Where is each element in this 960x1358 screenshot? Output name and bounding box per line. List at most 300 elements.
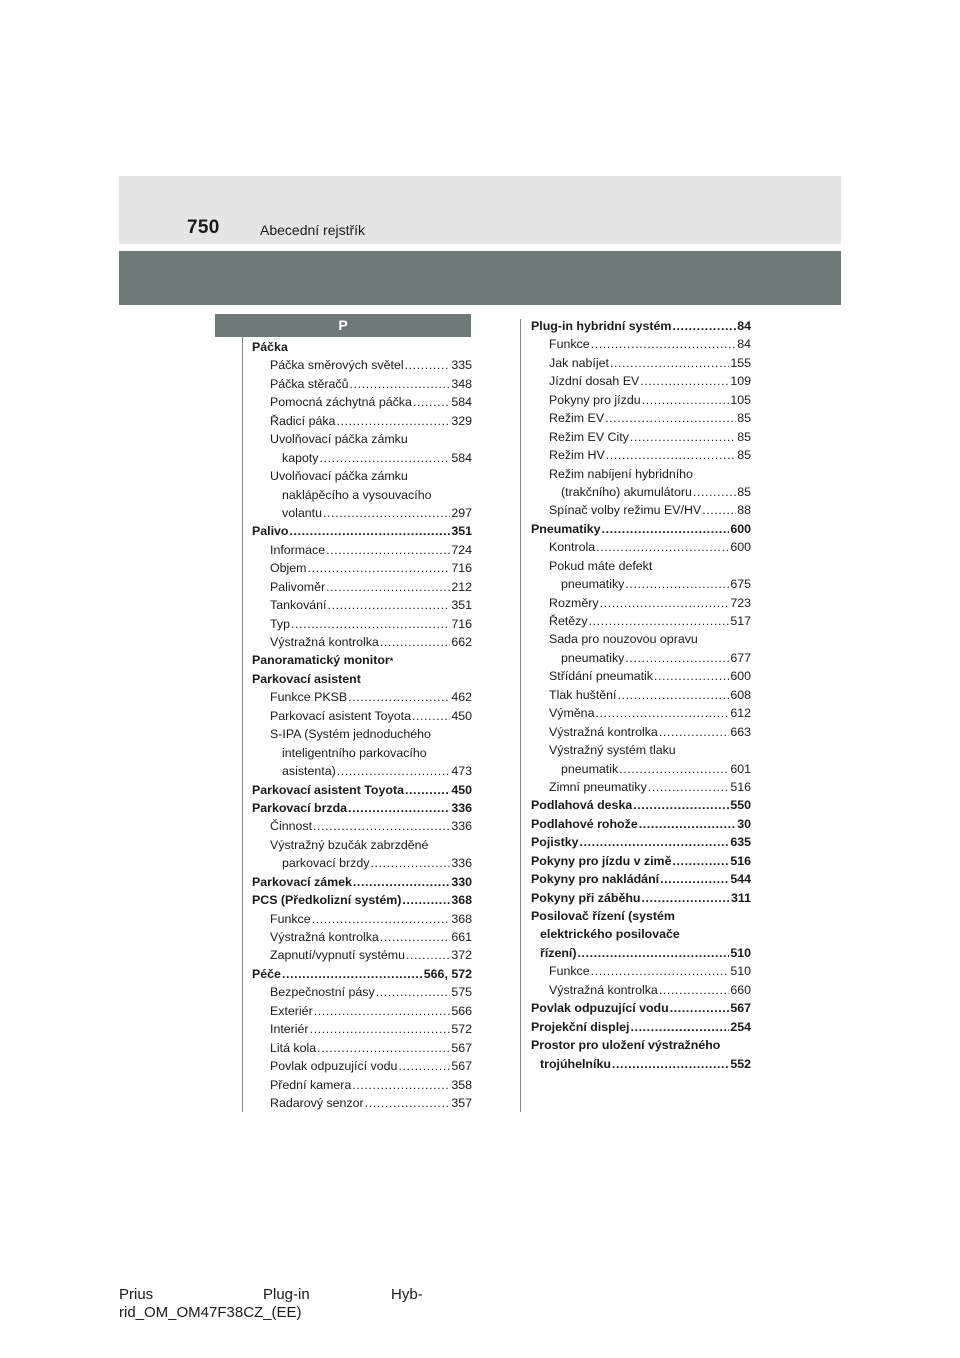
dot-leader [630, 430, 736, 444]
entry-page: 584 [451, 395, 472, 410]
entry-term: Funkce PKSB [270, 690, 348, 705]
entry-page: 612 [730, 706, 751, 721]
dot-leader [380, 635, 451, 649]
entry-term: Funkce [270, 911, 311, 926]
entry-term: Režim nabíjení hybridního [549, 466, 693, 481]
page-number: 750 [187, 217, 220, 238]
index-entry [531, 743, 751, 761]
index-entry [252, 1096, 472, 1114]
entry-page: 660 [730, 982, 751, 997]
dot-leader [313, 819, 450, 833]
entry-term: Pokyny při záběhu [531, 890, 641, 905]
index-entry [531, 319, 751, 337]
entry-page: 716 [451, 561, 472, 576]
index-entry [252, 488, 472, 506]
entry-term: Interiér [270, 1022, 309, 1037]
entry-term: naklápěcího a vysouvacího [282, 487, 432, 502]
index-entry: Panoramatický monitor * [252, 653, 394, 668]
index-entry [252, 1004, 472, 1022]
entry-page: 155 [730, 355, 751, 370]
entry-page: 336 [451, 800, 472, 815]
index-entry [531, 632, 751, 650]
dot-leader [336, 414, 450, 428]
entry-term: Pokyny pro jízdu [549, 392, 641, 407]
entry-term: Informace [270, 542, 326, 557]
dot-leader [327, 598, 450, 612]
dot-leader [670, 1001, 730, 1015]
index-entry [531, 725, 751, 743]
index-entry [252, 377, 472, 395]
entry-page: 329 [451, 413, 472, 428]
index-entry [531, 577, 751, 595]
dot-leader [380, 930, 451, 944]
dot-leader [625, 651, 729, 665]
entry-page: 88 [737, 503, 751, 518]
dot-leader [326, 543, 450, 557]
index-column-left [252, 340, 472, 1114]
entry-term: Projekční displej [531, 1019, 630, 1034]
index-entry [252, 469, 472, 487]
entry-term: Objem [270, 561, 307, 576]
index-entry [252, 801, 472, 819]
index-entry [531, 596, 751, 614]
entry-page: 212 [451, 579, 472, 594]
entry-page: 351 [451, 524, 472, 539]
entry-page: 567 [451, 1059, 472, 1074]
entry-page: 357 [451, 1095, 472, 1110]
entry-term: Jak nabíjet [549, 355, 609, 370]
index-entry [252, 819, 472, 837]
index-entry [252, 709, 472, 727]
entry-page: 297 [451, 505, 472, 520]
entry-page: 662 [451, 635, 472, 649]
entry-page: 608 [730, 687, 751, 702]
entry-term: pneumatiky [561, 577, 625, 592]
index-entry [252, 856, 472, 874]
dot-leader [308, 561, 451, 575]
entry-term: Pomocná záchytná páčka [270, 395, 412, 410]
entry-term: Funkce [549, 964, 590, 979]
entry-page: 567 [451, 1040, 472, 1055]
entry-term: Řadicí páka [270, 413, 336, 428]
index-entry [531, 522, 751, 540]
index-column-right [531, 319, 751, 1075]
dot-leader [610, 356, 729, 370]
entry-term: Spínač volby režimu EV/HV [549, 503, 702, 518]
entry-page: 368 [451, 893, 472, 908]
entry-term: Přední kamera [270, 1077, 352, 1092]
dot-leader [625, 577, 729, 591]
entry-page: 510 [730, 964, 751, 979]
dot-leader [660, 872, 729, 886]
index-entry [252, 524, 472, 542]
entry-page: 575 [451, 985, 472, 1000]
index-entry [531, 762, 751, 780]
entry-term: Střídání pneumatik [549, 669, 654, 684]
dot-leader [412, 709, 450, 723]
index-entry [531, 1057, 751, 1075]
dot-leader [605, 411, 736, 425]
dot-leader [402, 893, 450, 907]
entry-term: parkovací brzdy [282, 856, 370, 871]
dot-leader [348, 801, 450, 815]
index-entry [252, 1041, 472, 1059]
entry-term: Parkovací asistent Toyota [270, 708, 411, 723]
entry-page: 85 [737, 448, 751, 463]
entry-term: Výstražný bzučák zabrzděné [270, 837, 429, 852]
dot-leader [591, 337, 737, 351]
dot-leader [642, 393, 730, 407]
dot-leader [596, 540, 729, 554]
entry-term: Pokud máte defekt [549, 558, 653, 573]
entry-term: Páčka [252, 340, 288, 354]
entry-term: Pneumatiky [531, 521, 601, 536]
dot-leader [618, 688, 730, 702]
dot-leader [413, 395, 450, 409]
entry-term: Pokyny pro jízdu v zimě [531, 853, 672, 868]
entry-term: Bezpečnostní pásy [270, 985, 375, 1000]
entry-term: Výstražná kontrolka [270, 635, 379, 649]
index-entry [531, 909, 751, 927]
dot-leader [612, 1057, 729, 1071]
index-entry [531, 393, 751, 411]
entry-term: Funkce [549, 337, 590, 352]
index-entry [531, 780, 751, 798]
entry-page: 724 [451, 542, 472, 557]
entry-page: 336 [451, 819, 472, 834]
header-dark-band [119, 251, 841, 305]
dot-leader [365, 1096, 451, 1110]
dot-leader [353, 875, 450, 889]
index-entry [531, 337, 751, 355]
index-entry [531, 503, 751, 521]
dot-leader [290, 524, 451, 538]
entry-term: Rozměry [549, 595, 599, 610]
entry-term: volantu [282, 505, 322, 520]
dot-leader [312, 912, 451, 926]
entry-page: 635 [730, 835, 751, 850]
index-entry [531, 651, 751, 669]
index-entry [252, 561, 472, 579]
index-entry [531, 927, 751, 945]
entry-term: Uvolňovací páčka zámku [270, 432, 408, 447]
entry-term: Režim HV [549, 448, 605, 463]
entry-page: 351 [451, 598, 472, 613]
index-entry [531, 1038, 751, 1056]
footer-code: rid_OM_OM47F38CZ_(EE) [119, 1304, 302, 1321]
dot-leader [641, 891, 730, 905]
entry-term: Radarový senzor [270, 1095, 364, 1110]
dot-leader [370, 856, 450, 870]
entry-term: Parkovací asistent Toyota [252, 782, 404, 797]
entry-term: Režim EV City [549, 429, 629, 444]
entry-page: 254 [730, 1019, 751, 1034]
entry-term: Palivoměr [270, 579, 326, 594]
index-entry [252, 727, 472, 745]
entry-term: Výstražná kontrolka [549, 982, 658, 997]
entry-term: asistenta) [282, 764, 336, 779]
entry-term: Pokyny pro nakládání [531, 872, 660, 887]
entry-page: 462 [451, 690, 472, 705]
entry-term: Sada pro nouzovou opravu [549, 632, 698, 647]
index-entry [252, 875, 472, 893]
index-entry [531, 411, 751, 429]
index-entry [252, 580, 472, 598]
entry-term: Povlak odpuzující vodu [531, 1001, 669, 1016]
dot-leader [405, 358, 451, 372]
index-entry [252, 690, 472, 708]
left-column-rule [242, 337, 243, 1112]
footer-hyb: Hyb- [391, 1286, 423, 1303]
entry-term: Výstražná kontrolka [549, 724, 658, 739]
index-entry [252, 948, 472, 966]
dot-leader [672, 854, 729, 868]
entry-term: Typ [270, 616, 290, 631]
index-entry [252, 893, 472, 911]
entry-page: 516 [730, 853, 751, 868]
dot-leader [352, 1078, 450, 1092]
entry-term: (trakčního) akumulátoru [561, 484, 692, 499]
index-entry [531, 891, 751, 909]
dot-leader [595, 706, 729, 720]
entry-term: elektrického posilovače [540, 927, 680, 942]
dot-leader [398, 1059, 450, 1073]
index-entry [252, 783, 472, 801]
entry-page: 358 [451, 1077, 472, 1092]
entry-term: Parkovací zámek [252, 874, 352, 889]
entry-term: Prostor pro uložení výstražného [531, 1038, 721, 1053]
entry-page: 84 [737, 337, 751, 352]
dot-leader [672, 319, 736, 333]
index-entry [531, 467, 751, 485]
dot-leader [591, 964, 730, 978]
index-entry [252, 395, 472, 413]
entry-term: Řetězy [549, 614, 588, 628]
index-entry [531, 540, 751, 558]
dot-leader [602, 522, 730, 536]
index-entry [252, 746, 472, 764]
dot-leader [320, 451, 451, 465]
index-entry [531, 356, 751, 374]
dot-leader [326, 580, 450, 594]
index-entry [531, 835, 751, 853]
entry-page: 550 [730, 798, 751, 813]
entry-page: 85 [737, 429, 751, 444]
dot-leader [348, 690, 450, 704]
dot-leader [578, 946, 730, 960]
entry-term: Pojistky [531, 835, 579, 850]
dot-leader [580, 835, 730, 849]
dot-leader [406, 948, 450, 962]
entry-term: Povlak odpuzující vodu [270, 1059, 398, 1074]
dot-leader [600, 596, 730, 610]
dot-leader [337, 764, 451, 778]
section-title: Abecední rejstřík [260, 222, 366, 238]
index-entry [531, 706, 751, 724]
entry-term: Páčka stěračů [270, 376, 349, 391]
index-entry [252, 598, 472, 616]
index-entry [531, 964, 751, 982]
dot-leader [640, 374, 729, 388]
dot-leader [589, 614, 730, 628]
entry-page: 368 [451, 911, 472, 926]
entry-term: Litá kola [270, 1040, 317, 1055]
index-entry [252, 967, 472, 985]
entry-page: 85 [737, 411, 751, 426]
entry-term: Tankování [270, 598, 327, 613]
entry-page: 661 [451, 930, 472, 944]
index-entry [252, 838, 472, 856]
index-entry [252, 451, 472, 469]
index-entry [531, 430, 751, 448]
dot-leader [350, 377, 451, 391]
dot-leader [619, 762, 729, 776]
index-entry [252, 414, 472, 432]
dot-leader [376, 985, 451, 999]
entry-term: Páčka směrových světel [270, 358, 404, 373]
entry-term: trojúhelníku [540, 1056, 611, 1071]
index-entry [531, 817, 751, 835]
index-entry [252, 340, 472, 358]
entry-term: Podlahové rohože [531, 816, 638, 831]
entry-term: Zapnutí/vypnutí systému [270, 948, 405, 963]
entry-page: 584 [451, 450, 472, 465]
entry-page: 600 [730, 669, 751, 684]
index-entry [252, 1059, 472, 1077]
entry-page: 675 [730, 577, 751, 592]
index-entry [252, 985, 472, 1003]
dot-leader [630, 1020, 729, 1034]
entry-page: 600 [730, 521, 751, 536]
index-entry [252, 635, 472, 653]
index-entry [252, 912, 472, 930]
index-entry [252, 1022, 472, 1040]
entry-term: Exteriér [270, 1003, 313, 1018]
entry-page: 601 [730, 761, 751, 776]
dot-leader [654, 669, 729, 683]
entry-page: 84 [737, 319, 751, 333]
entry-term: Péče [252, 966, 281, 981]
footer-model: Prius [119, 1286, 154, 1303]
entry-page: 510 [730, 945, 751, 960]
dot-leader [314, 1004, 451, 1018]
index-entry [252, 672, 472, 690]
entry-page: 572 [451, 1022, 472, 1037]
dot-leader [659, 725, 730, 739]
dot-leader [633, 798, 729, 812]
entry-page: 348 [451, 376, 472, 391]
entry-term: Zimní pneumatiky [549, 779, 647, 794]
index-entry [531, 1001, 751, 1019]
entry-term: Činnost [270, 819, 313, 834]
entry-page: 30 [737, 816, 751, 831]
entry-page: 105 [730, 392, 751, 407]
entry-page: 663 [730, 724, 751, 739]
entry-page: 716 [451, 616, 472, 631]
index-entry [252, 930, 472, 948]
index-entry [252, 617, 472, 635]
entry-term: pneumatik [561, 761, 619, 776]
entry-page: 566 [451, 1003, 472, 1018]
index-entry [531, 448, 751, 466]
index-entry [252, 543, 472, 561]
entry-term: Panoramatický monitor [252, 653, 390, 668]
entry-term: Parkovací brzda [252, 800, 348, 815]
entry-page: 517 [730, 614, 751, 628]
entry-page: 335 [451, 358, 472, 373]
dot-leader [323, 506, 450, 520]
entry-term: pneumatiky [561, 650, 625, 665]
entry-term: Plug-in hybridní systém [531, 319, 672, 333]
index-entry [252, 506, 472, 524]
index-entry [531, 872, 751, 890]
dot-leader [405, 783, 450, 797]
entry-term: Režim EV [549, 411, 605, 426]
dot-leader [639, 817, 736, 831]
entry-term: kapoty [282, 450, 319, 465]
entry-page: 372 [451, 948, 472, 963]
dot-leader [317, 1041, 450, 1055]
entry-page: 473 [451, 764, 472, 779]
entry-page: 567 [730, 1001, 751, 1016]
index-entry [531, 854, 751, 872]
index-entry [252, 764, 472, 782]
entry-page: 311 [731, 890, 751, 905]
index-entry [531, 614, 751, 632]
letter-heading: P [215, 314, 471, 337]
entry-term: Uvolňovací páčka zámku [270, 469, 408, 484]
entry-page: 677 [730, 650, 751, 665]
index-entry [531, 1020, 751, 1038]
entry-page: 336 [451, 856, 472, 871]
dot-leader [648, 780, 730, 794]
index-entry [531, 559, 751, 577]
entry-term: PCS (Předkolizní systém) [252, 893, 402, 908]
entry-term: Podlahová deska [531, 798, 633, 813]
entry-term: Tlak huštění [549, 687, 617, 702]
dot-leader [659, 983, 730, 997]
entry-term: Výstražná kontrolka [270, 930, 379, 944]
entry-term: Parkovací asistent [252, 671, 361, 686]
index-entry [531, 485, 751, 503]
entry-page: 544 [730, 872, 751, 887]
entry-page: 450 [451, 708, 472, 723]
entry-page: 450 [451, 782, 472, 797]
index-entry [531, 688, 751, 706]
dot-leader [282, 967, 423, 981]
entry-term: inteligentního parkovacího [282, 745, 427, 760]
entry-page: 566, 572 [423, 966, 472, 981]
index-entry [531, 374, 751, 392]
entry-term: řízení) [540, 945, 577, 960]
index-entry [252, 358, 472, 376]
entry-term: S-IPA (Systém jednoduchého [270, 727, 431, 742]
entry-term: Výstražný systém tlaku [549, 743, 676, 758]
entry-term: Jízdní dosah EV [549, 374, 640, 389]
index-entry [531, 983, 751, 1001]
entry-page: 723 [730, 595, 751, 610]
dot-leader [606, 448, 736, 462]
index-entry [252, 1078, 472, 1096]
index-entry [531, 946, 751, 964]
entry-page: 109 [730, 374, 751, 389]
footer-variant: Plug-in [263, 1286, 310, 1303]
entry-page: 552 [730, 1056, 751, 1071]
entry-page: 600 [730, 540, 751, 555]
entry-term: Palivo [252, 524, 289, 539]
index-entry [252, 432, 472, 450]
entry-term: Posilovač řízení (systém [531, 909, 675, 923]
